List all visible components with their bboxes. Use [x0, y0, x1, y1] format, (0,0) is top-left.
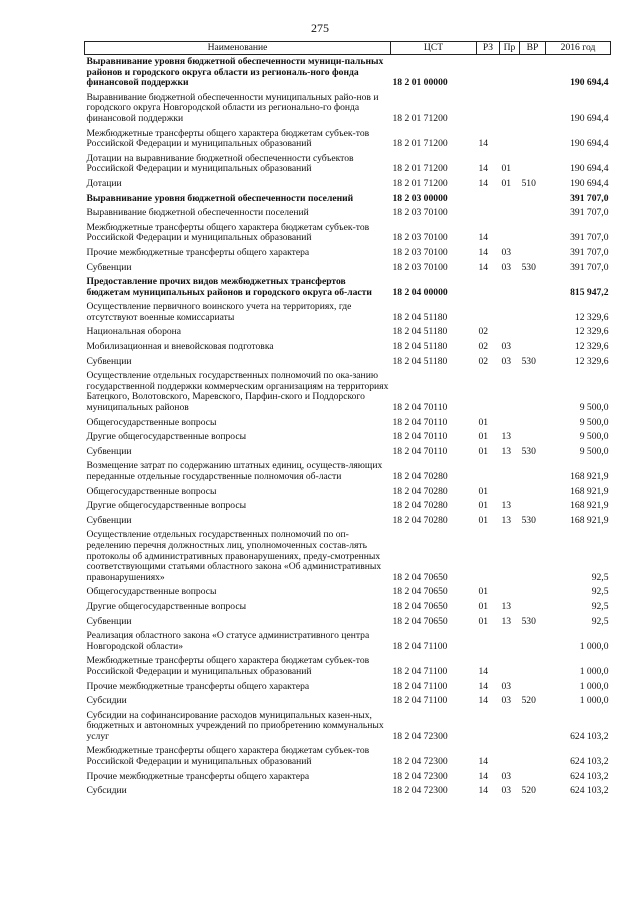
cell-pr: 13	[501, 514, 512, 526]
cell-cst: 18 2 04 70110	[392, 416, 448, 428]
cell-name: Общегосударственные вопросы	[86, 586, 217, 598]
cell-pr	[500, 207, 520, 222]
cell-cst: 18 2 04 70280	[392, 471, 448, 482]
page-number: 275	[311, 21, 329, 35]
cell-name: Возмещение затрат по содержанию штатных единиц, осуществ-ляющих переданные отдельные государственные полномочия об-ласти	[86, 460, 383, 482]
cell-pr: 03	[501, 246, 512, 258]
cell-rz: 01	[478, 445, 489, 457]
cell-cst: 18 2 04 72300	[392, 756, 448, 768]
cell-cst: 18 2 04 70280	[392, 485, 448, 497]
table-body	[85, 55, 611, 800]
table-row	[85, 247, 611, 262]
cell-vr	[520, 222, 546, 247]
cell-sum: 391 707,0	[570, 192, 609, 204]
table-row	[85, 193, 611, 208]
cell-cst: 18 2 04 51180	[392, 341, 448, 353]
cell-rz: 01	[478, 615, 489, 627]
budget-table	[84, 41, 611, 800]
cell-vr: 510	[521, 177, 536, 189]
cell-name: Осуществление первичного воинского учета на территориях, где отсутствуют военные комиссариаты	[86, 301, 352, 323]
table-row	[85, 515, 611, 530]
cell-cst: 18 2 04 71100	[392, 665, 448, 677]
cell-cst: 18 2 04 70280	[392, 514, 448, 526]
cell-pr: 03	[501, 680, 512, 692]
cell-sum: 391 707,0	[570, 246, 609, 258]
cell-sum: 9 500,0	[579, 445, 609, 457]
cell-name: Национальная оборона	[86, 326, 182, 338]
cell-name: Осуществление отдельных государственных полномочий по оп-ределению перечня должностных лиц, уполномоченных состав-лять протоколы об административных правонарушениях, преду-смотренных соответствующими статьями областного закона «Об административных правонарушениях»	[86, 529, 382, 583]
cell-cst: 18 2 04 71100	[392, 680, 448, 692]
cell-pr	[500, 128, 520, 153]
table-row	[85, 370, 611, 416]
cell-cst: 18 2 01 00000	[392, 77, 448, 89]
table-row	[85, 771, 611, 786]
table-row	[85, 128, 611, 153]
cell-name: Предоставление прочих видов межбюджетных трансфертов бюджетам муниципальных районов и городского округа об-ласти	[86, 276, 372, 298]
cell-name: Субвенции	[86, 261, 132, 273]
cell-cst: 18 2 04 71100	[392, 640, 448, 652]
cell-pr	[500, 710, 520, 746]
cell-name: Выравнивание бюджетной обеспеченности муниципальных райо-нов и городского округа Новгородской области из регионально-го фонда финансовой поддержки	[86, 91, 379, 124]
table-row	[85, 341, 611, 356]
table-row	[85, 601, 611, 616]
cell-vr	[520, 276, 546, 301]
cell-vr	[520, 207, 546, 222]
cell-sum: 12 329,6	[574, 355, 609, 367]
table-row	[85, 55, 611, 92]
cell-name: Субсидии на софинансирование расходов муниципальных казен-ных, бюджетных и автономных учреждений по приобретению коммунальных услуг	[86, 709, 384, 742]
cell-pr	[500, 222, 520, 247]
cell-rz: 14	[478, 680, 489, 692]
cell-cst: 18 2 04 51180	[392, 326, 448, 338]
cell-cst: 18 2 01 71200	[392, 163, 448, 175]
cell-name: Прочие межбюджетные трансферты общего характера	[86, 680, 310, 692]
table-row	[85, 153, 611, 178]
cell-sum: 1 000,0	[579, 640, 609, 652]
cell-vr	[520, 370, 546, 416]
cell-sum: 391 707,0	[570, 232, 609, 244]
cell-vr: 520	[521, 695, 536, 707]
cell-rz: 14	[478, 695, 489, 707]
table-row	[85, 178, 611, 193]
cell-name: Общегосударственные вопросы	[86, 485, 217, 497]
cell-rz: 01	[478, 586, 489, 598]
cell-vr	[520, 301, 546, 326]
cell-cst: 18 2 04 70280	[392, 500, 448, 512]
cell-pr: 01	[501, 163, 512, 175]
cell-vr	[520, 128, 546, 153]
table-row	[85, 529, 611, 586]
cell-sum: 624 103,2	[570, 756, 609, 768]
cell-pr	[500, 417, 520, 432]
cell-rz: 14	[478, 138, 489, 150]
cell-name: Межбюджетные трансферты общего характера бюджетам субъек-тов Российской Федерации и муниципальных образований	[86, 745, 370, 768]
cell-name: Осуществление отдельных государственных полномочий по ока-занию государственной поддержки коммерческим организациям на территориях Батецкого, Волотовского, Маревского, Парфин-ского и Поддорского муниципальных районов	[86, 370, 389, 414]
cell-vr	[520, 655, 546, 680]
cell-pr	[500, 55, 520, 92]
cell-vr	[520, 745, 546, 770]
cell-vr	[520, 92, 546, 128]
cell-pr: 13	[501, 615, 512, 627]
cell-sum: 9 500,0	[579, 431, 609, 443]
cell-rz: 14	[478, 665, 489, 677]
cell-rz	[477, 301, 500, 326]
cell-vr: 530	[521, 615, 536, 627]
cell-name: Прочие межбюджетные трансферты общего характера	[86, 770, 310, 782]
cell-sum: 1 000,0	[579, 665, 609, 677]
cell-cst: 18 2 03 00000	[392, 192, 448, 204]
cell-cst: 18 2 04 72300	[392, 730, 448, 742]
cell-cst: 18 2 04 00000	[392, 286, 448, 298]
cell-sum: 624 103,2	[570, 730, 609, 742]
cell-sum: 190 694,4	[570, 177, 609, 189]
cell-pr	[500, 193, 520, 208]
cell-sum: 624 103,2	[570, 770, 609, 782]
table-row	[85, 616, 611, 631]
cell-name: Другие общегосударственные вопросы	[86, 600, 247, 612]
cell-name: Субвенции	[86, 514, 132, 526]
cell-rz: 14	[478, 785, 489, 797]
cell-rz: 01	[478, 500, 489, 512]
header-name: Наименование	[85, 42, 391, 55]
cell-rz: 14	[478, 177, 489, 189]
cell-cst: 18 2 04 70650	[392, 586, 448, 598]
table-row	[85, 222, 611, 247]
cell-pr: 03	[501, 355, 512, 367]
table-row	[85, 785, 611, 800]
cell-rz: 14	[478, 246, 489, 258]
cell-sum: 92,5	[591, 586, 609, 598]
cell-pr	[500, 276, 520, 301]
table-row	[85, 446, 611, 461]
table-row	[85, 301, 611, 326]
cell-vr	[520, 771, 546, 786]
cell-pr: 03	[501, 695, 512, 707]
table-row	[85, 460, 611, 485]
cell-pr	[500, 326, 520, 341]
cell-pr	[500, 745, 520, 770]
cell-sum: 12 329,6	[574, 341, 609, 353]
cell-rz: 01	[478, 600, 489, 612]
cell-sum: 92,5	[591, 571, 609, 583]
table-row	[85, 745, 611, 770]
cell-cst: 18 2 04 70650	[392, 571, 448, 583]
cell-vr: 530	[521, 261, 536, 273]
cell-rz: 14	[478, 770, 489, 782]
cell-vr	[520, 55, 546, 92]
header-sum: 2016 год	[546, 42, 611, 55]
cell-vr	[520, 500, 546, 515]
header-vr: ВР	[520, 42, 546, 55]
cell-name: Реализация областного закона «О статусе административного центра Новгородской области»	[86, 630, 370, 652]
cell-cst: 18 2 03 70100	[392, 246, 448, 258]
table-row	[85, 431, 611, 446]
cell-rz: 02	[478, 355, 489, 367]
cell-sum: 168 921,9	[570, 500, 609, 512]
cell-vr	[520, 529, 546, 586]
cell-vr	[520, 601, 546, 616]
cell-pr	[500, 460, 520, 485]
cell-pr	[500, 630, 520, 655]
table-row	[85, 655, 611, 680]
cell-sum: 391 707,0	[570, 261, 609, 273]
cell-pr: 03	[501, 261, 512, 273]
cell-vr	[520, 341, 546, 356]
cell-name: Межбюджетные трансферты общего характера бюджетам субъек-тов Российской Федерации и муниципальных образований	[86, 127, 370, 150]
cell-rz: 01	[478, 485, 489, 497]
cell-vr: 530	[521, 514, 536, 526]
cell-vr	[520, 326, 546, 341]
cell-sum: 190 694,4	[570, 163, 609, 175]
cell-rz	[477, 529, 500, 586]
cell-rz: 01	[478, 431, 489, 443]
cell-name: Дотации на выравнивание бюджетной обеспеченности субъектов Российской Федерации и муниципальных образований	[86, 152, 354, 175]
cell-sum: 9 500,0	[579, 402, 609, 414]
cell-cst: 18 2 01 71200	[392, 177, 448, 189]
cell-vr	[520, 586, 546, 601]
cell-pr	[500, 655, 520, 680]
cell-cst: 18 2 03 70100	[392, 261, 448, 273]
cell-vr	[520, 417, 546, 432]
cell-vr	[520, 681, 546, 696]
cell-sum: 92,5	[591, 600, 609, 612]
cell-pr	[500, 486, 520, 501]
cell-rz	[477, 207, 500, 222]
cell-cst: 18 2 01 71200	[392, 112, 448, 124]
cell-name: Дотации	[86, 177, 122, 189]
table-row	[85, 276, 611, 301]
cell-rz	[477, 630, 500, 655]
cell-name: Мобилизационная и вневойсковая подготовка	[86, 341, 274, 353]
table-row	[85, 92, 611, 128]
cell-cst: 18 2 04 72300	[392, 785, 448, 797]
cell-rz: 14	[478, 163, 489, 175]
cell-name: Субвенции	[86, 355, 132, 367]
cell-cst: 18 2 04 51180	[392, 355, 448, 367]
cell-sum: 12 329,6	[574, 326, 609, 338]
cell-cst: 18 2 03 70100	[392, 207, 448, 219]
cell-sum: 815 947,2	[570, 286, 609, 298]
cell-name: Выравнивание бюджетной обеспеченности поселений	[86, 207, 309, 219]
cell-rz: 02	[478, 341, 489, 353]
cell-rz: 02	[478, 326, 489, 338]
cell-sum: 190 694,4	[570, 112, 609, 124]
cell-vr	[520, 153, 546, 178]
cell-sum: 624 103,2	[570, 785, 609, 797]
cell-pr: 03	[501, 770, 512, 782]
cell-vr	[520, 460, 546, 485]
table-row	[85, 681, 611, 696]
cell-cst: 18 2 04 70110	[392, 402, 448, 414]
cell-rz	[477, 276, 500, 301]
cell-cst: 18 2 04 71100	[392, 695, 448, 707]
table-row	[85, 417, 611, 432]
cell-name: Субсидии	[86, 695, 127, 707]
cell-sum: 168 921,9	[570, 485, 609, 497]
cell-rz: 14	[478, 261, 489, 273]
cell-cst: 18 2 04 70650	[392, 615, 448, 627]
cell-sum: 190 694,4	[570, 77, 609, 89]
header-rz: РЗ	[477, 42, 500, 55]
cell-pr: 13	[501, 600, 512, 612]
cell-cst: 18 2 04 70110	[392, 445, 448, 457]
cell-name: Прочие межбюджетные трансферты общего характера	[86, 246, 310, 258]
header-cst: ЦСТ	[391, 42, 477, 55]
cell-pr: 01	[501, 177, 512, 189]
cell-sum: 391 707,0	[570, 207, 609, 219]
cell-cst: 18 2 04 51180	[392, 311, 448, 323]
cell-name: Другие общегосударственные вопросы	[86, 431, 247, 443]
cell-name: Другие общегосударственные вопросы	[86, 500, 247, 512]
cell-sum: 168 921,9	[570, 471, 609, 482]
table-row	[85, 207, 611, 222]
cell-pr	[500, 370, 520, 416]
cell-rz: 01	[478, 514, 489, 526]
cell-rz	[477, 710, 500, 746]
cell-sum: 9 500,0	[579, 416, 609, 428]
cell-sum: 92,5	[591, 615, 609, 627]
cell-sum: 12 329,6	[574, 311, 609, 323]
cell-cst: 18 2 04 70110	[392, 431, 448, 443]
table-row	[85, 695, 611, 710]
cell-rz	[477, 193, 500, 208]
cell-vr	[520, 710, 546, 746]
cell-vr: 530	[521, 355, 536, 367]
cell-vr	[520, 193, 546, 208]
cell-vr	[520, 630, 546, 655]
cell-name: Субвенции	[86, 615, 132, 627]
cell-sum: 1 000,0	[579, 695, 609, 707]
cell-name: Субсидии	[86, 785, 127, 797]
table-row	[85, 326, 611, 341]
cell-pr: 03	[501, 341, 512, 353]
cell-pr: 13	[501, 445, 512, 457]
cell-cst: 18 2 03 70100	[392, 232, 448, 244]
cell-vr: 530	[521, 445, 536, 457]
cell-pr: 13	[501, 500, 512, 512]
cell-pr	[500, 301, 520, 326]
table-row	[85, 710, 611, 746]
cell-rz	[477, 370, 500, 416]
cell-vr	[520, 431, 546, 446]
cell-sum: 190 694,4	[570, 138, 609, 150]
header-pr: Пр	[500, 42, 520, 55]
cell-vr: 520	[521, 785, 536, 797]
cell-cst: 18 2 01 71200	[392, 138, 448, 150]
cell-cst: 18 2 04 70650	[392, 600, 448, 612]
cell-name: Выравнивание уровня бюджетной обеспеченности муници-пальных районов и городского округа области из региональ-ного фонда финансовой поддержки	[86, 56, 384, 89]
cell-sum: 1 000,0	[579, 680, 609, 692]
cell-name: Межбюджетные трансферты общего характера бюджетам субъек-тов Российской Федерации и муниципальных образований	[86, 655, 370, 677]
cell-name: Общегосударственные вопросы	[86, 416, 217, 428]
cell-name: Выравнивание уровня бюджетной обеспеченности поселений	[86, 192, 354, 204]
table-row	[85, 586, 611, 601]
cell-sum: 168 921,9	[570, 514, 609, 526]
cell-rz	[477, 460, 500, 485]
cell-vr	[520, 247, 546, 262]
cell-rz: 14	[478, 232, 489, 244]
table-row	[85, 356, 611, 371]
cell-rz	[477, 92, 500, 128]
cell-pr: 13	[501, 431, 512, 443]
table-row	[85, 630, 611, 655]
cell-rz	[477, 55, 500, 92]
cell-vr	[520, 486, 546, 501]
cell-rz: 14	[478, 756, 489, 768]
cell-name: Субвенции	[86, 445, 132, 457]
table-row	[85, 486, 611, 501]
cell-pr	[500, 92, 520, 128]
table-row	[85, 500, 611, 515]
cell-pr	[500, 586, 520, 601]
cell-name: Межбюджетные трансферты общего характера бюджетам субъек-тов Российской Федерации и муниципальных образований	[86, 221, 370, 244]
cell-cst: 18 2 04 72300	[392, 770, 448, 782]
table-header	[85, 42, 611, 55]
table-row	[85, 262, 611, 277]
cell-pr: 03	[501, 785, 512, 797]
cell-rz: 01	[478, 416, 489, 428]
cell-pr	[500, 529, 520, 586]
